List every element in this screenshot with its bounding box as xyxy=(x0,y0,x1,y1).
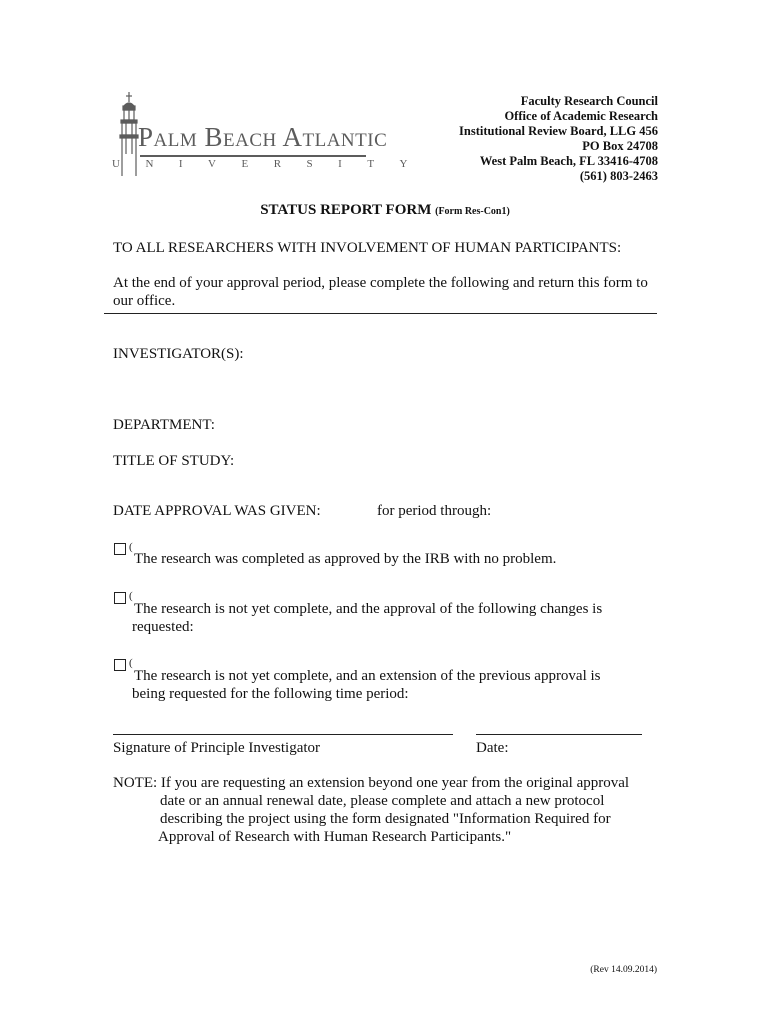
date-label: Date: xyxy=(476,740,509,756)
address-line: Office of Academic Research xyxy=(504,109,658,123)
form-code: (Form Res-Con1) xyxy=(435,206,510,217)
signature-line[interactable] xyxy=(113,734,453,735)
completed-checkbox[interactable] xyxy=(114,543,126,555)
logo-name: Palm Beach Atlantic xyxy=(138,122,388,152)
changes-requested-checkbox[interactable] xyxy=(114,592,126,604)
checkbox-mark: ( xyxy=(129,657,133,669)
department-label: DEPARTMENT: xyxy=(113,417,215,433)
option-completed-text: The research was completed as approved by the IRB with no problem. xyxy=(134,551,557,567)
address-line: (561) 803-2463 xyxy=(579,169,658,183)
note-line: Approval of Research with Human Research Participants." xyxy=(158,829,512,845)
section-divider xyxy=(104,313,657,314)
checkbox-mark: ( xyxy=(129,590,133,602)
extension-requested-checkbox[interactable] xyxy=(114,659,126,671)
university-logo xyxy=(112,92,433,182)
note-line: date or an annual renewal date, please complete and attach a new protocol xyxy=(160,793,605,809)
title-of-study-label: TITLE OF STUDY: xyxy=(113,453,235,469)
audience-heading: TO ALL RESEARCHERS WITH INVOLVEMENT OF HUMAN PARTICIPANTS: xyxy=(113,240,622,256)
option-extension-text: The research is not yet complete, and an extension of the previous approval is xyxy=(134,668,601,684)
form-title-text: STATUS REPORT FORM xyxy=(260,202,432,218)
option-changes-text: The research is not yet complete, and the approval of the following changes is xyxy=(134,601,603,617)
address-line: PO Box 24708 xyxy=(582,139,658,153)
logo-subtitle: UNIVERSITY xyxy=(112,158,433,170)
address-line: West Palm Beach, FL 33416-4708 xyxy=(479,154,658,168)
form-title xyxy=(0,202,770,219)
signature-label: Signature of Principle Investigator xyxy=(113,740,321,756)
investigators-label: INVESTIGATOR(S): xyxy=(113,346,244,362)
note-line: describing the project using the form designated "Information Required for xyxy=(160,811,611,827)
address-line: Faculty Research Council xyxy=(520,94,658,108)
note-line: NOTE: If you are requesting an extension beyond one year from the original approval xyxy=(113,775,630,791)
checkbox-mark: ( xyxy=(129,541,133,553)
revision-label: (Rev 14.09.2014) xyxy=(590,965,657,975)
logo-divider xyxy=(140,155,366,157)
address-block xyxy=(459,94,658,184)
option-extension-text: being requested for the following time period: xyxy=(132,686,409,702)
instructions-line: our office. xyxy=(113,293,176,309)
option-changes-text: requested: xyxy=(132,619,194,635)
instructions-line: At the end of your approval period, please complete the following and return this form to xyxy=(113,275,648,291)
date-line[interactable] xyxy=(476,734,642,735)
period-through-label: for period through: xyxy=(377,503,492,519)
date-approval-label: DATE APPROVAL WAS GIVEN: xyxy=(113,503,321,519)
address-line: Institutional Review Board, LLG 456 xyxy=(459,124,658,138)
